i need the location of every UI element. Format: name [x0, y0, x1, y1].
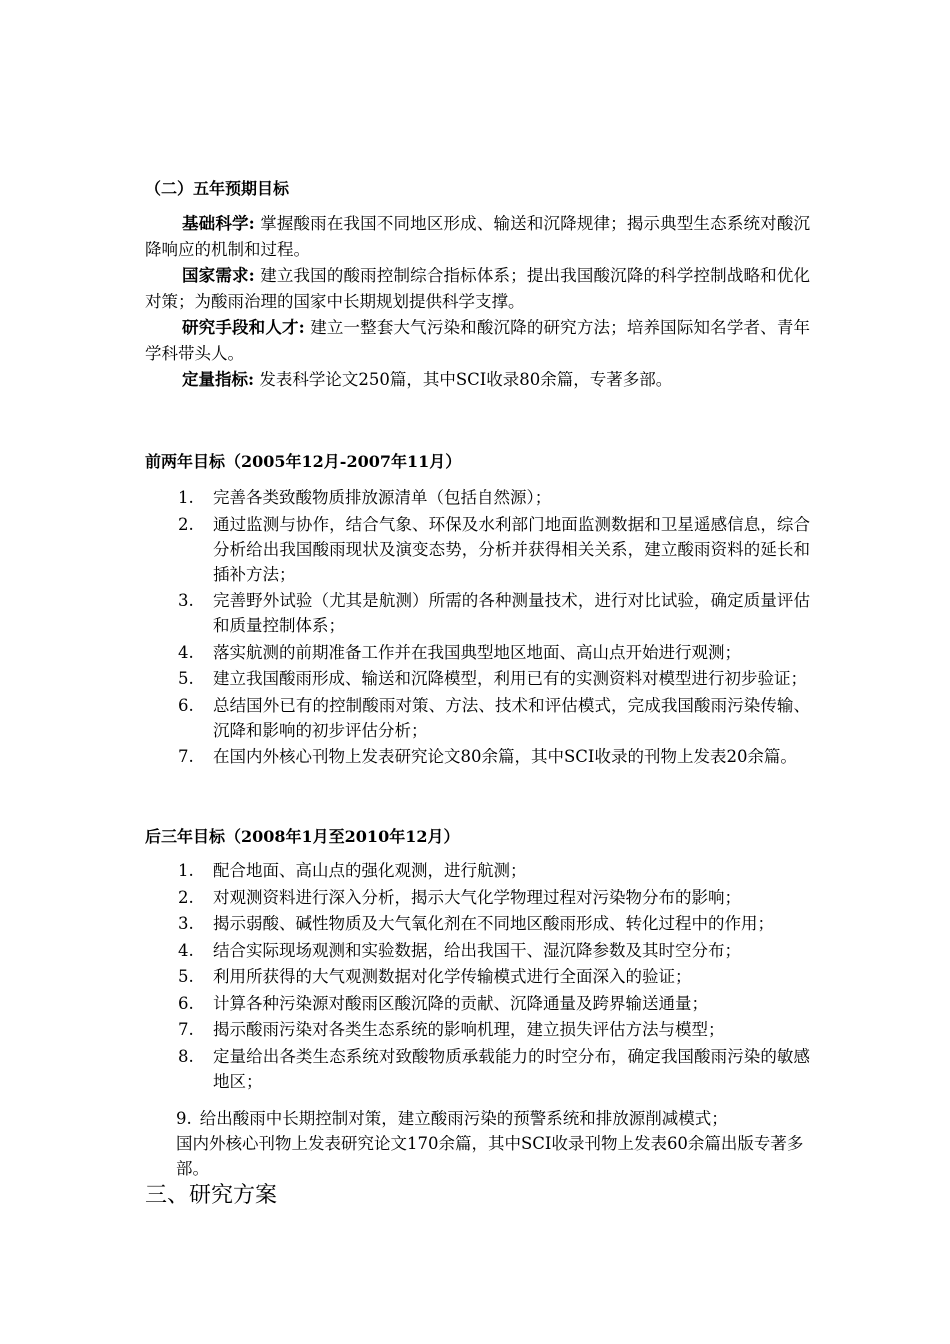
goal-text: 掌握酸雨在我国不同地区形成、输送和沉降规律；揭示典型生态系统对酸沉降响应的机制和过程。 — [145, 214, 811, 259]
list-item: 2. 对观测资料进行深入分析，揭示大气化学物理过程对污染物分布的影响； — [178, 887, 741, 907]
goal-label: 国家需求: — [182, 266, 255, 285]
list-item: 7. 在国内外核心刊物上发表研究论文80余篇，其中SCI收录的刊物上发表20余篇。 — [178, 747, 797, 766]
list-item-9-continuation: 国内外核心刊物上发表研究论文170余篇，其中SCI收录刊物上发表60余篇出版专著多部。 — [176, 1134, 804, 1178]
list-item: 6. 计算各种污染源对酸雨区酸沉降的贡献、沉降通量及跨界输送通量； — [178, 993, 708, 1013]
list-item: 8. 定量给出各类生态系统对致酸物质承载能力的时空分布，确定我国酸雨污染的敏感地区； — [178, 1046, 810, 1091]
second-period-title: 后三年目标（2008年1月至2010年12月） — [145, 827, 460, 846]
list-item: 1. 配合地面、高山点的强化观测，进行航测； — [178, 861, 527, 880]
list-item: 4. 结合实际现场观测和实验数据，给出我国干、湿沉降参数及其时空分布； — [178, 940, 741, 960]
list-item: 3. 揭示弱酸、碱性物质及大气氧化剂在不同地区酸雨形成、转化过程中的作用； — [178, 914, 774, 933]
goal-label: 研究手段和人才: — [182, 318, 305, 337]
goal-label: 基础科学: — [182, 214, 255, 233]
first-period-title: 前两年目标（2005年12月-2007年11月） — [145, 452, 462, 471]
second-period-list — [145, 858, 810, 1095]
list-item: 1. 完善各类致酸物质排放源清单（包括自然源）； — [178, 488, 552, 507]
list-item: 2. 通过监测与协作，结合气象、环保及水利部门地面监测数据和卫星遥感信息，综合分析给出我国酸雨现状及演变态势，分析并获得相关关系，建立酸雨资料的延长和插补方法； — [178, 514, 810, 584]
goal-national-needs — [145, 263, 810, 315]
goal-quantitative — [145, 367, 810, 393]
goal-methods-talent — [145, 315, 810, 367]
goal-text: 建立一整套大气污染和酸沉降的研究方法；培养国际知名学者、青年学科带头人。 — [145, 318, 811, 363]
list-item: 5. 利用所获得的大气观测数据对化学传输模式进行全面深入的验证； — [178, 967, 692, 986]
chapter-heading: 三、研究方案 — [145, 1183, 278, 1208]
first-period-list — [145, 485, 810, 771]
goal-text: 发表科学论文250篇，其中SCI收录80余篇，专著多部。 — [259, 370, 673, 389]
goal-basic-science — [145, 211, 810, 263]
list-item: 7. 揭示酸雨污染对各类生态系统的影响机理，建立损失评估方法与模型； — [178, 1020, 725, 1039]
section-title: （二）五年预期目标 — [145, 179, 290, 198]
goal-label: 定量指标: — [182, 370, 255, 389]
list-item: 6. 总结国外已有的控制酸雨对策、方法、技术和评估模式，完成我国酸雨污染传输、沉降和影响的初步评估分析； — [178, 695, 810, 740]
list-item: 3. 完善野外试验（尤其是航测）所需的各种测量技术，进行对比试验，确定质量评估和质量控制体系； — [178, 591, 810, 635]
goal-text: 建立我国的酸雨控制综合指标体系；提出我国酸沉降的科学控制战略和优化对策；为酸雨治理的国家中长期规划提供科学支撑。 — [145, 266, 811, 311]
list-item: 5. 建立我国酸雨形成、输送和沉降模型，利用已有的实测资料对模型进行初步验证； — [178, 669, 807, 688]
list-item-9: 9. 给出酸雨中长期控制对策，建立酸雨污染的预警系统和排放源削减模式； 国内外核心刊物上发表研究论文170余篇，其中SCI收录刊物上发表60余篇出版专著多部。 — [176, 1106, 810, 1181]
list-item: 4. 落实航测的前期准备工作并在我国典型地区地面、高山点开始进行观测； — [178, 642, 741, 662]
